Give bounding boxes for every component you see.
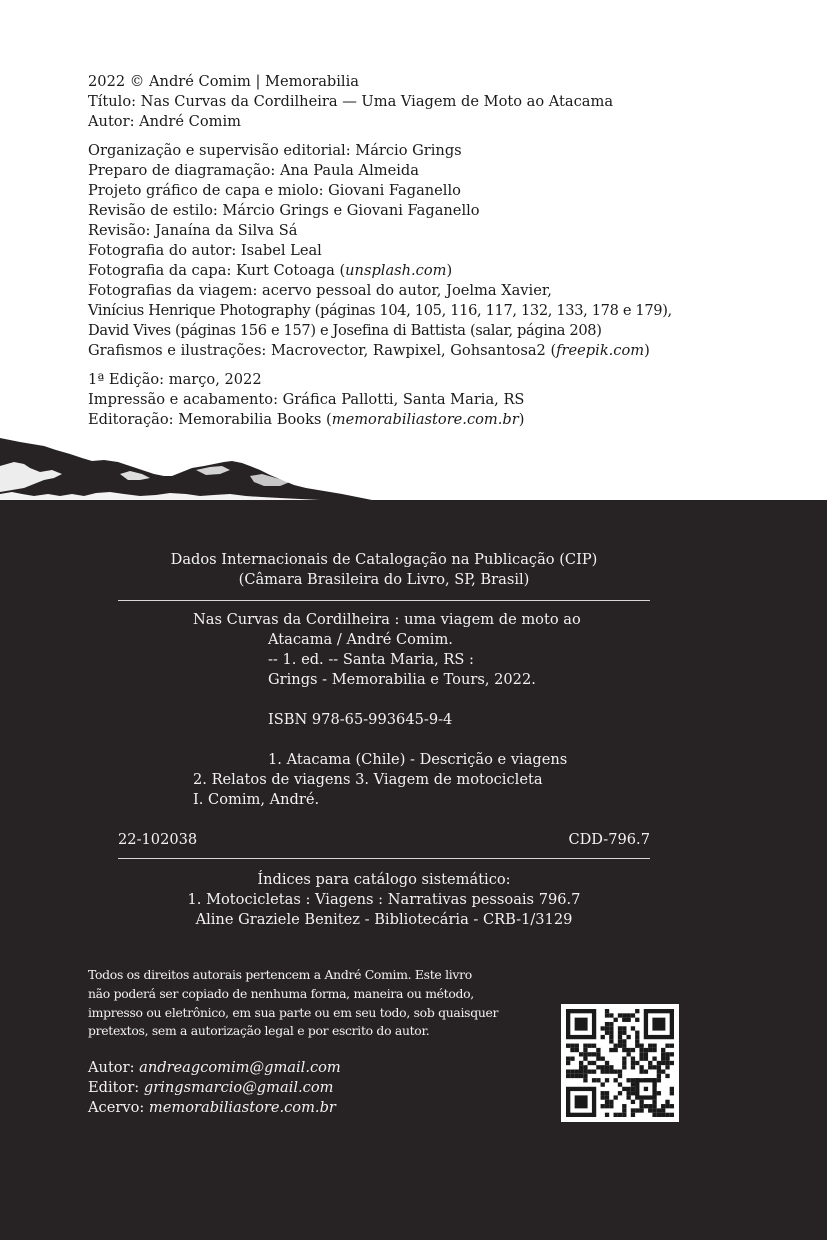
cip-entry-publisher: Grings - Memorabilia e Tours, 2022. (268, 671, 536, 688)
publisher-prefix: Editoração: Memorabilia Books ( (88, 411, 332, 428)
credit-layout-prep: Preparo de diagramação: Ana Paula Almeida (88, 162, 419, 179)
credit-organization: Organização e supervisão editorial: Márcio Grings (88, 142, 462, 159)
contact-author (88, 1058, 543, 1078)
cover-photo-suffix: ) (446, 262, 453, 279)
publisher-site: memorabiliastore.com.br (331, 411, 519, 428)
archive-site[interactable]: memorabiliastore.com.br (148, 1099, 336, 1116)
rights-line-3: impresso ou eletrônico, em sua parte ou em seu todo, sob quaisquer (88, 1004, 499, 1020)
cip-isbn: ISBN 978-65-993645-9-4 (268, 711, 453, 728)
credit-cover-photo (88, 261, 768, 281)
edition-line: 1ª Edição: março, 2022 (88, 371, 262, 388)
cip-header (118, 550, 650, 590)
author-email[interactable]: andreagcomim@gmail.com (139, 1059, 341, 1076)
credit-style-review: Revisão de estilo: Márcio Grings e Giovani Faganello (88, 202, 480, 219)
rights-line-2: não poderá ser copiado de nenhuma forma, maneira ou método, (88, 985, 474, 1001)
cip-librarian: Aline Graziele Benitez - Bibliotecária - CRB-1/3129 (195, 911, 573, 928)
rights-line-4: pretextos, sem a autorização legal e por escrito do autor. (88, 1023, 430, 1039)
cip-subject-3: I. Comim, André. (193, 791, 320, 808)
mountain-silhouette-icon (0, 430, 827, 504)
credit-author-photo: Fotografia do autor: Isabel Leal (88, 242, 322, 259)
cip-bottom-rule (118, 858, 650, 859)
cip-entry-edition: -- 1. ed. -- Santa Maria, RS : (268, 651, 474, 668)
cip-index-title: Índices para catálogo sistemático: (257, 871, 511, 888)
cip-header-title: Dados Internacionais de Catalogação na Publicação (CIP) (170, 551, 598, 568)
credit-graphic-design: Projeto gráfico de capa e miolo: Giovani Faganello (88, 182, 461, 199)
graphics-source: freepik.com (556, 342, 645, 359)
contact-archive (88, 1098, 543, 1118)
credit-trip-photos-1: Fotografias da viagem: acervo pessoal do autor, Joelma Xavier, (88, 282, 552, 299)
contact-editor (88, 1078, 543, 1098)
cip-control-number: 22-102038 (118, 831, 198, 848)
cip-cdd: CDD-796.7 (568, 831, 650, 848)
cip-header-subtitle: (Câmara Brasileira do Livro, SP, Brasil) (238, 571, 530, 588)
title-line: Título: Nas Curvas da Cordilheira — Uma Viagem de Moto ao Atacama (88, 93, 614, 110)
cip-entry-author: Atacama / André Comim. (268, 631, 453, 648)
cip-subject-2: 2. Relatos de viagens 3. Viagem de motocicleta (193, 771, 543, 788)
rights-notice (88, 966, 543, 1041)
credit-graphics (88, 341, 768, 361)
cip-panel (0, 500, 827, 1240)
graphics-prefix: Grafismos e ilustrações: Macrovector, Rawpixel, Gohsantosa2 ( (88, 342, 557, 359)
credit-review: Revisão: Janaína da Silva Sá (88, 222, 298, 239)
cip-subject-1: 1. Atacama (Chile) - Descrição e viagens (268, 751, 568, 768)
printing-line: Impressão e acabamento: Gráfica Pallotti, Santa Maria, RS (88, 391, 525, 408)
credit-trip-photos-3: David Vives (páginas 156 e 157) e Josefina di Battista (salar, página 208) (88, 322, 602, 339)
publisher-line (88, 410, 768, 430)
author-line: Autor: André Comim (88, 113, 241, 130)
cip-entry-title: Nas Curvas da Cordilheira : uma viagem de moto ao (193, 611, 581, 628)
cip-entry (193, 610, 653, 810)
editor-label: Editor: (88, 1079, 144, 1096)
cover-photo-prefix: Fotografia da capa: Kurt Cotoaga ( (88, 262, 346, 279)
credit-trip-photos-2: Vinícius Henrique Photography (páginas 104, 105, 116, 117, 132, 133, 178 e 179), (88, 302, 672, 319)
publisher-suffix: ) (518, 411, 525, 428)
graphics-suffix: ) (644, 342, 650, 359)
cip-index (118, 870, 650, 930)
rights-line-1: Todos os direitos autorais pertencem a André Comim. Este livro (88, 967, 472, 982)
qr-code-icon[interactable] (561, 1004, 679, 1122)
contacts (88, 1058, 543, 1118)
cip-top-rule (118, 600, 650, 601)
author-label: Autor: (88, 1059, 140, 1076)
editor-email[interactable]: gringsmarcio@gmail.com (143, 1079, 334, 1096)
copyright-line: 2022 © André Comim | Memorabilia (88, 73, 359, 90)
cover-photo-source: unsplash.com (345, 262, 447, 279)
qr-code-graphic (561, 1004, 679, 1122)
colophon (88, 72, 768, 430)
archive-label: Acervo: (88, 1099, 149, 1116)
cip-index-1: 1. Motocicletas : Viagens : Narrativas pessoais 796.7 (187, 891, 581, 908)
